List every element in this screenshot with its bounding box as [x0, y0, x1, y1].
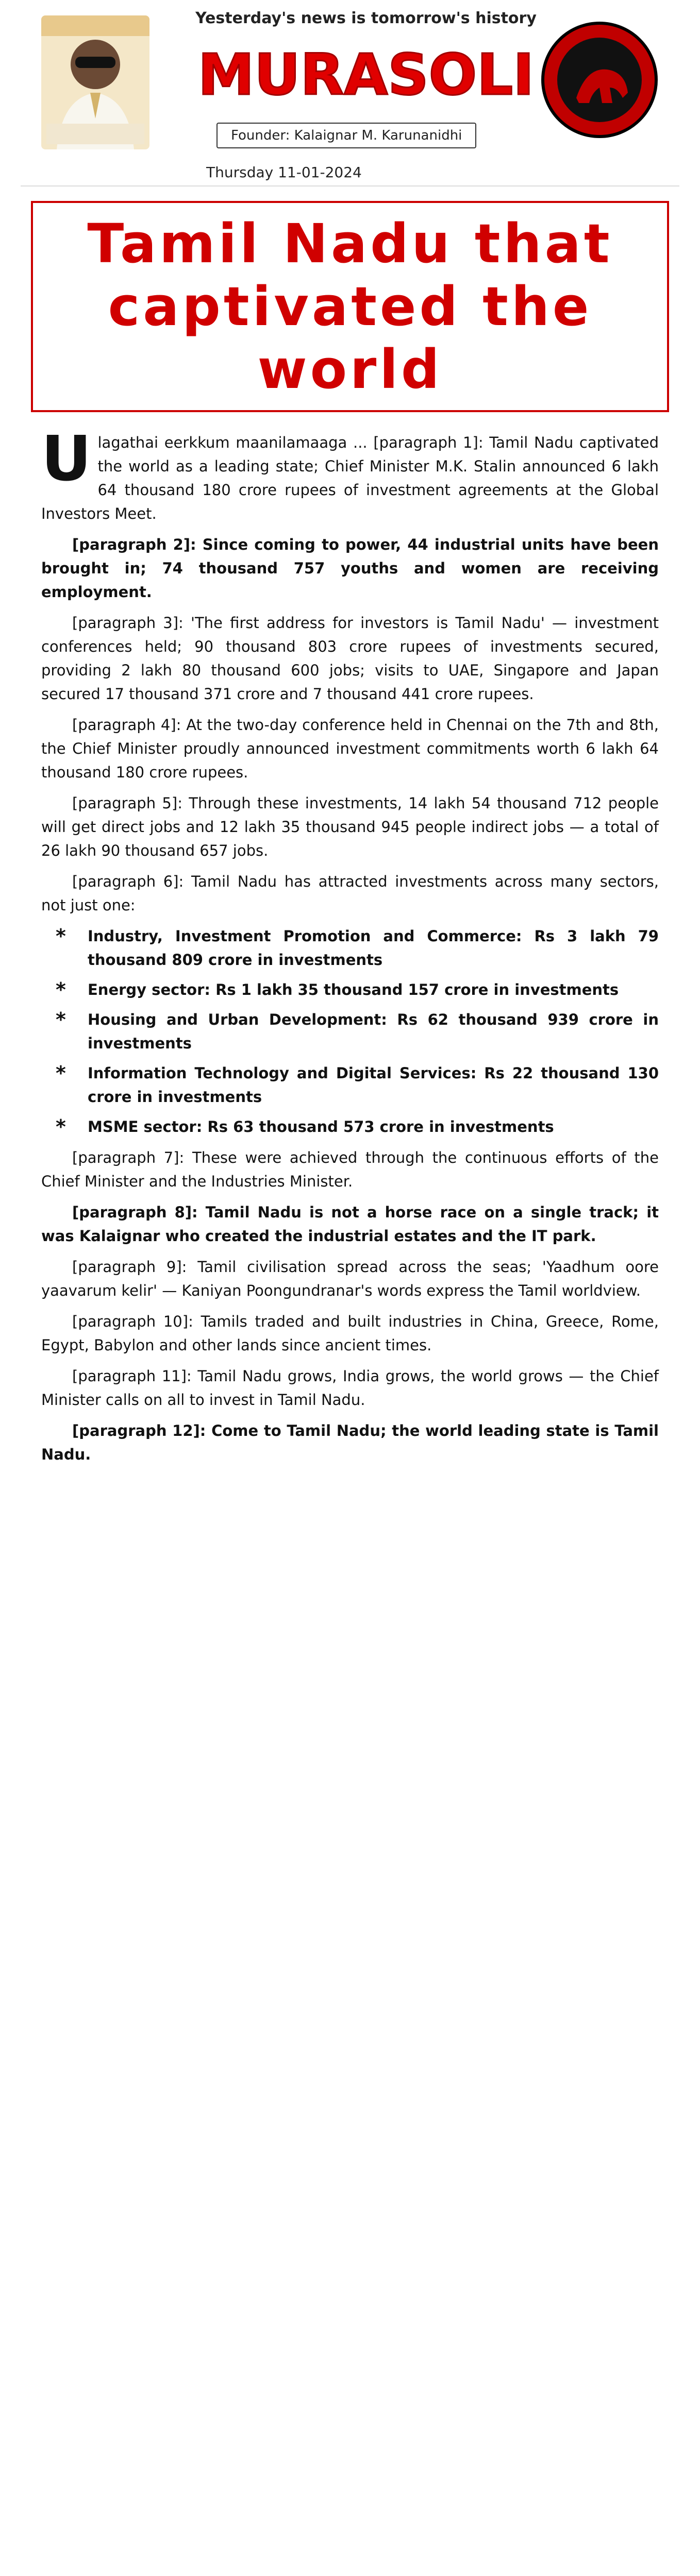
investment-list-text: MSME sector: Rs 63 thousand 573 crore in investments — [88, 1118, 554, 1136]
investment-list-text: Information Technology and Digital Services: Rs 22 thousand 130 crore in investments — [88, 1064, 659, 1106]
article-paragraph: [paragraph 5]: Through these investments, 14 lakh 54 thousand 712 people will get direct jobs and 12 lakh 35 thousand 945 people indirect jobs — a total of 26 lakh 90 thousand 657 jobs. — [41, 794, 659, 859]
article-paragraph-text: lagathai eerkkum maanilamaaga ... [paragraph 1]: Tamil Nadu captivated the world as a leading state; Chief Minister M.K. Stalin announced 6 lakh 64 thousand 180 crore rupees of investment agreements at the Global Investors Meet. — [41, 434, 659, 522]
article-paragraph: [paragraph 4]: At the two-day conference held in Chennai on the 7th and 8th, the Chief Minister proudly announced investment commitments worth 6 lakh 64 thousand 180 crore rupees. — [41, 716, 659, 781]
bullet-star-icon: * — [56, 925, 66, 947]
svg-text:MURASOLI: MURASOLI — [197, 42, 535, 108]
investment-list-text: Housing and Urban Development: Rs 62 thousand 939 crore in investments — [88, 1011, 659, 1052]
masthead — [21, 0, 679, 187]
headline: Tamil Nadu that captivated the world — [31, 201, 669, 412]
founder-line: Founder: Kalaignar M. Karunanidhi — [216, 123, 476, 148]
bullet-star-icon: * — [56, 1008, 66, 1031]
newspaper-logo — [186, 35, 546, 112]
investment-list-item — [41, 978, 659, 1002]
investment-list-item — [41, 1008, 659, 1055]
article-paragraph: [paragraph 6]: Tamil Nadu has attracted investments across many sectors, not just one: — [41, 873, 659, 914]
article-paragraph: [paragraph 9]: Tamil civilisation spread across the seas; 'Yaadhum oore yaavarum kelir' — Kaniyan Poongundranar's words express the Tamil worldview. — [41, 1258, 659, 1299]
article-paragraph: [paragraph 8]: Tamil Nadu is not a horse race on a single track; it was Kalaignar who created the industrial estates and the IT park. — [41, 1204, 659, 1245]
article-paragraph: [paragraph 12]: Come to Tamil Nadu; the world leading state is Tamil Nadu. — [41, 1422, 659, 1463]
investment-list-item — [41, 1115, 659, 1139]
article-paragraph: [paragraph 2]: Since coming to power, 44 industrial units have been brought in; 74 thousand 757 youths and women are receiving employment. — [41, 536, 659, 601]
article-paragraph — [41, 423, 659, 526]
investment-list-text: Energy sector: Rs 1 lakh 35 thousand 157 crore in investments — [88, 981, 619, 998]
bullet-star-icon: * — [56, 1062, 66, 1084]
bullet-star-icon: * — [56, 978, 66, 1001]
bullet-star-icon: * — [56, 1115, 66, 1138]
investment-list-item — [41, 1061, 659, 1109]
masthead-tagline: Yesterday's news is tomorrow's history — [195, 9, 537, 27]
article-paragraph: [paragraph 3]: 'The first address for investors is Tamil Nadu' — investment conferences held; 90 thousand 803 crore rupees of investments secured, providing 2 lakh 80 thousand 600 jobs; visits to UAE, Singapore and Japan secured 17 thousand 371 crore and 7 thousand 441 crore rupees. — [41, 614, 659, 703]
issue-date: Thursday 11-01-2024 — [206, 164, 362, 181]
investment-list-item — [41, 924, 659, 972]
investment-list — [41, 924, 659, 1139]
article-paragraph: [paragraph 10]: Tamils traded and built industries in China, Greece, Rome, Egypt, Babylon and other lands since ancient times. — [41, 1313, 659, 1354]
investment-list-text: Industry, Investment Promotion and Commerce: Rs 3 lakh 79 thousand 809 crore in investments — [88, 927, 659, 969]
party-emblem-icon — [540, 21, 659, 139]
article-paragraph: [paragraph 7]: These were achieved through the continuous efforts of the Chief Minister and the Industries Minister. — [41, 1149, 659, 1190]
article-paragraph: [paragraph 11]: Tamil Nadu grows, India grows, the world grows — the Chief Minister calls on all to invest in Tamil Nadu. — [41, 1367, 659, 1409]
founder-portrait — [41, 15, 149, 149]
article-body — [21, 423, 679, 1466]
drop-cap: U — [41, 423, 92, 495]
